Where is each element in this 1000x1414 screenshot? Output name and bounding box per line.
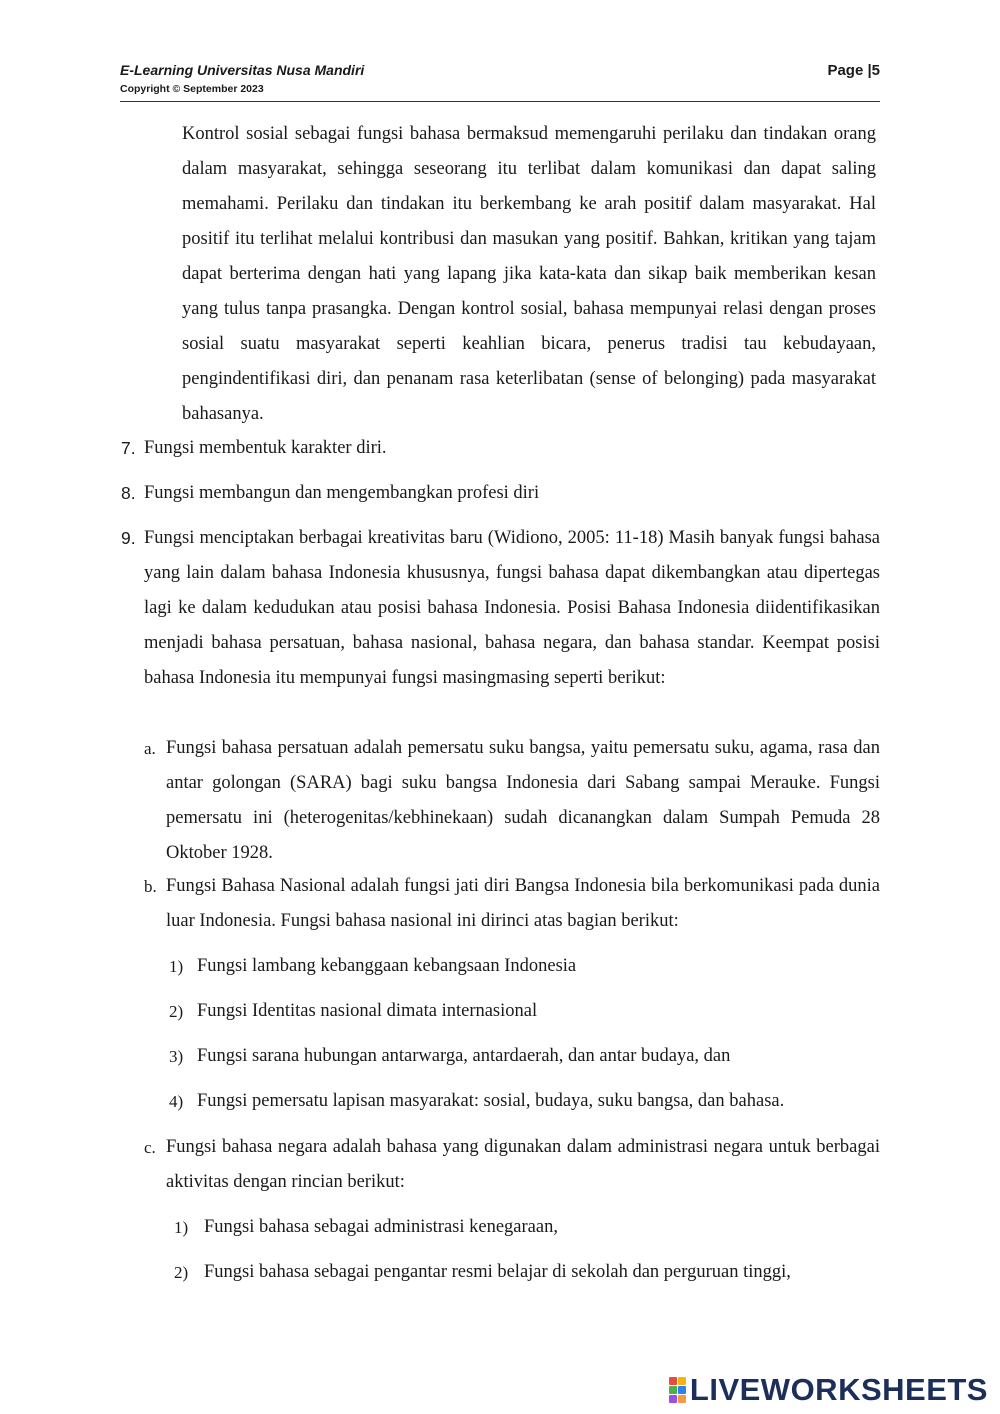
sub-b-item-3-number: 3)	[169, 1047, 184, 1066]
item-7-text: Fungsi membentuk karakter diri.	[144, 438, 387, 458]
sub-b-item-4-number: 4)	[169, 1092, 184, 1111]
sub-c-item-2-text: Fungsi bahasa sebagai pengantar resmi belajar di sekolah dan perguruan tinggi,	[204, 1262, 791, 1282]
header-title: E-Learning Universitas Nusa Mandiri	[120, 62, 365, 78]
intro-paragraph: Kontrol sosial sebagai fungsi bahasa bermaksud memengaruhi perilaku dan tindakan orang dalam masyarakat, sehingga seseorang itu terlibat dalam komunikasi dan dapat saling memahami. Perilaku dan tindakan itu berkembang ke arah positif dalam masyarakat. Hal positif itu terlihat melalui kontribusi dan masukan yang positif. Bahkan, kritikan yang tajam dapat berterima dengan hati yang lapang jika kata-kata dan sikap baik memberikan kesan yang tulus tanpa prasangka. Dengan kontrol sosial, bahasa mempunyai relasi dengan proses sosial suatu masyarakat seperti keahlian bicara, penerus tradisi tau kebudayaan, pengindentifikasi diri, dan penanam rasa keterlibatan (sense of belonging) pada masyarakat bahasanya.	[182, 124, 876, 424]
brand-name: LIVEWORKSHEETS	[689, 1372, 988, 1407]
item-9-number: 9.	[121, 528, 136, 548]
logo-block	[669, 1386, 677, 1394]
sub-b-item-1-number: 1)	[169, 957, 184, 976]
sub-b-label: b.	[144, 877, 157, 896]
page-header	[120, 60, 880, 102]
logo-block	[678, 1377, 686, 1385]
sub-c-item-1-number: 1)	[174, 1218, 189, 1237]
sub-b-text: Fungsi Bahasa Nasional adalah fungsi jati diri Bangsa Indonesia bila berkomunikasi pada dunia luar Indonesia. Fungsi bahasa nasional ini dirinci atas bagian berikut:	[166, 876, 880, 931]
page-number: Page |5	[827, 62, 880, 79]
sub-a-text: Fungsi bahasa persatuan adalah pemersatu suku bangsa, yaitu pemersatu suku, agama, rasa dan antar golongan (SARA) bagi suku bangsa Indonesia dari Sabang sampai Merauke. Fungsi pemersatu ini (heterogenitas/kebhinekaan) sudah dicanangkan dalam Sumpah Pemuda 28 Oktober 1928.	[166, 738, 880, 863]
logo-block	[678, 1386, 686, 1394]
header-copyright: Copyright © September 2023	[120, 83, 264, 95]
sub-c-label: c.	[144, 1138, 156, 1157]
item-8-text: Fungsi membangun dan mengembangkan profesi diri	[144, 483, 540, 503]
sub-c-item-1-text: Fungsi bahasa sebagai administrasi kenegaraan,	[204, 1217, 558, 1237]
sub-b-item-2-number: 2)	[169, 1002, 184, 1021]
liveworksheets-logo	[669, 1372, 988, 1408]
sub-c-item-2-number: 2)	[174, 1263, 189, 1282]
item-9-text: Fungsi menciptakan berbagai kreativitas baru (Widiono, 2005: 11-18) Masih banyak fungsi bahasa yang lain dalam bahasa Indonesia khususnya, fungsi bahasa dapat dikembangkan atau dipertegas lagi ke dalam kedudukan atau posisi bahasa Indonesia. Posisi Bahasa Indonesia diidentifikasikan menjadi bahasa persatuan, bahasa nasional, bahasa negara, dan bahasa standar. Keempat posisi bahasa Indonesia itu mempunyai fungsi masingmasing seperti berikut:	[144, 528, 880, 688]
sub-b-item-3-text: Fungsi sarana hubungan antarwarga, antardaerah, dan antar budaya, dan	[197, 1046, 731, 1066]
item-7-number: 7.	[121, 438, 136, 458]
sub-b-item-1-text: Fungsi lambang kebanggaan kebangsaan Indonesia	[197, 956, 577, 976]
logo-block	[669, 1395, 677, 1403]
sub-b-item-4-text: Fungsi pemersatu lapisan masyarakat: sosial, budaya, suku bangsa, dan bahasa.	[197, 1091, 785, 1111]
logo-blocks-icon	[669, 1377, 686, 1403]
item-8-number: 8.	[121, 483, 136, 503]
logo-block	[678, 1395, 686, 1403]
sub-a-label: a.	[144, 739, 156, 758]
sub-c-text: Fungsi bahasa negara adalah bahasa yang digunakan dalam administrasi negara untuk berbagai aktivitas dengan rincian berikut:	[166, 1137, 880, 1192]
logo-block	[669, 1377, 677, 1385]
sub-b-item-2-text: Fungsi Identitas nasional dimata internasional	[197, 1001, 538, 1021]
